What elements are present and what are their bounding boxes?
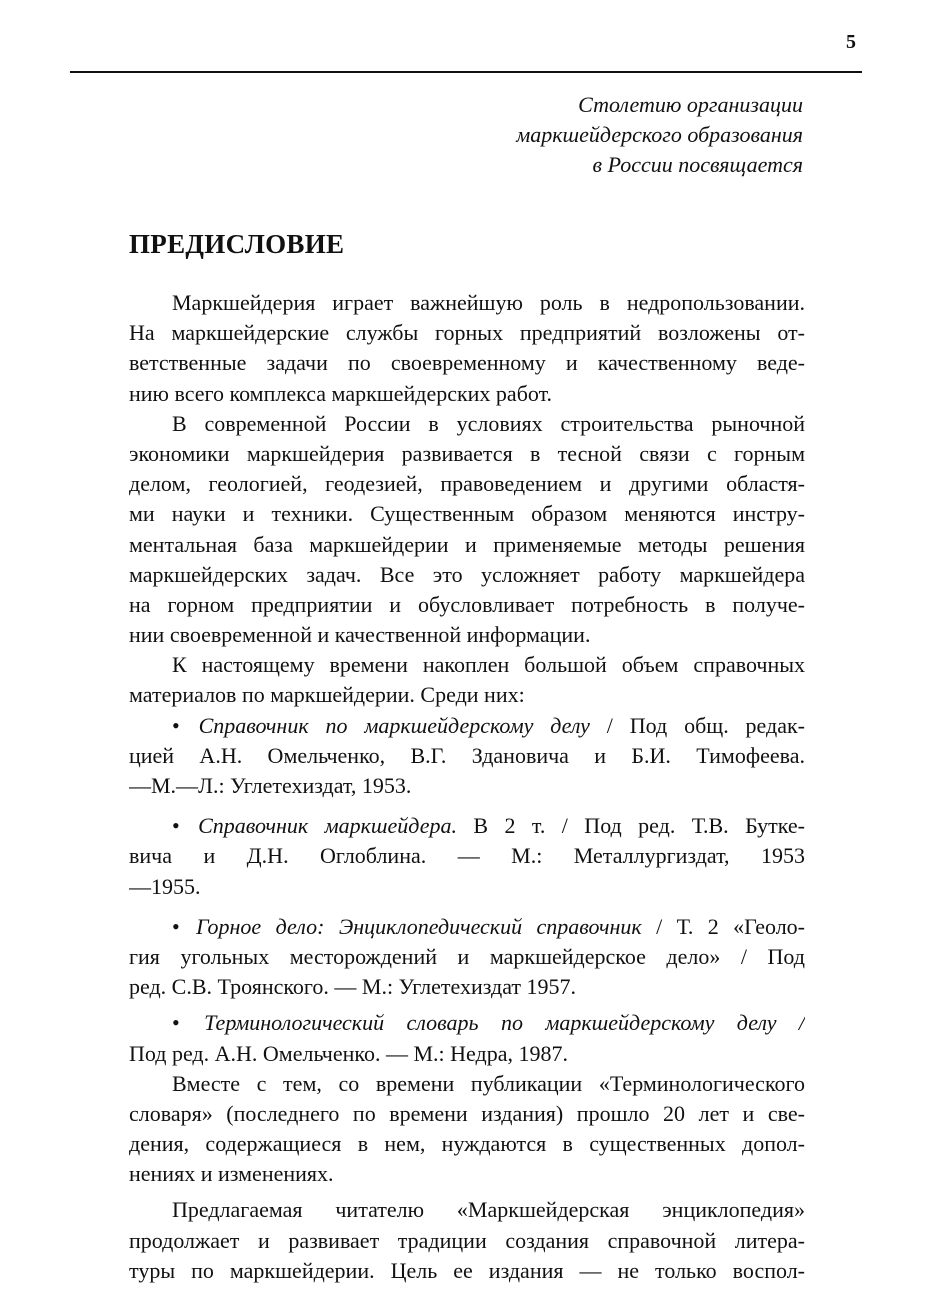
text-line: словаря» (последнего по времени издания) прошло 20 лет и све- xyxy=(129,1100,805,1126)
dedication-line: маркшейдерского образования xyxy=(516,122,803,147)
text-line: нии своевременной и качественной информации. xyxy=(129,622,591,648)
text-line: туры по маркшейдерии. Цель ее издания — не только воспол- xyxy=(129,1257,805,1283)
paragraph xyxy=(129,1195,805,1286)
bullet-icon: • xyxy=(172,712,180,738)
header-rule xyxy=(70,71,862,73)
reference-first-line xyxy=(129,912,805,942)
text-line: ред. С.В. Троянского. — М.: Углетехиздат 1957. xyxy=(129,974,577,1000)
text-line: —М.—Л.: Углетехиздат, 1953. xyxy=(129,773,412,798)
text-line: цией А.Н. Омельченко, В.Г. Здановича и Б.И. Тимофеева. xyxy=(129,742,805,768)
text-line: Под ред. А.Н. Омельченко. — М.: Недра, 1987. xyxy=(129,1040,568,1066)
reference-list xyxy=(129,711,805,1069)
paragraph xyxy=(129,650,805,710)
reference-text: / Т. 2 «Геоло- xyxy=(641,913,805,939)
text-line: К настоящему времени накоплен большой объем справочных xyxy=(172,652,805,678)
text-line: нениях и изменениях. xyxy=(129,1161,334,1187)
text-line: —1955. xyxy=(129,873,201,899)
reference-first-line xyxy=(129,1008,805,1038)
text-line: на горном предприятии и обусловливает потребность в получе- xyxy=(129,591,805,617)
reference-item xyxy=(129,711,805,802)
reference-first-line xyxy=(129,711,805,741)
dedication xyxy=(516,90,803,180)
text-line: Маркшейдерия играет важнейшую роль в недропользовании. xyxy=(172,290,805,315)
reference-title: Справочник по маркшейдерскому делу xyxy=(198,712,590,738)
body-text xyxy=(129,288,805,1286)
dedication-line: в России посвящается xyxy=(592,152,803,177)
reference-item xyxy=(129,1008,805,1068)
text-line: нию всего комплекса маркшейдерских работ. xyxy=(129,380,553,406)
reference-item xyxy=(129,811,805,902)
reference-title: Терминологический словарь по маркшейдерскому делу / xyxy=(204,1010,805,1036)
text-line: ми науки и техники. Существенным образом меняются инстру- xyxy=(129,501,805,527)
text-line: Вместе с тем, со времени публикации «Терминологического xyxy=(172,1070,805,1096)
reference-text: / Под общ. редак- xyxy=(589,712,805,738)
reference-first-line xyxy=(129,811,805,841)
bullet-icon: • xyxy=(172,1010,180,1036)
page-number: 5 xyxy=(846,31,856,53)
text-line: маркшейдерских задач. Все это усложняет работу маркшейдера xyxy=(129,561,805,587)
text-line: ветственные задачи по своевременному и качественному веде- xyxy=(129,350,805,376)
bullet-icon: • xyxy=(172,813,180,839)
reference-item xyxy=(129,912,805,1003)
paragraph xyxy=(129,409,805,651)
reference-title: Горное дело: Энциклопедический справочник xyxy=(196,913,642,939)
text-line: На маркшейдерские службы горных предприятий возложены от- xyxy=(129,320,805,346)
text-line: Предлагаемая читателю «Маркшейдерская энциклопедия» xyxy=(172,1197,805,1223)
text-line: В современной России в условиях строительства рыночной xyxy=(172,410,805,436)
reference-text: В 2 т. / Под ред. Т.В. Бутке- xyxy=(456,813,805,839)
dedication-line: Столетию организации xyxy=(578,92,803,117)
text-line: гия угольных месторождений и маркшейдерское дело» / Под xyxy=(129,943,805,969)
reference-title: Справочник маркшейдера. xyxy=(198,813,457,839)
paragraph xyxy=(129,1069,805,1190)
text-line: делом, геологией, геодезией, правоведением и другими областя- xyxy=(129,471,805,497)
text-line: ментальная база маркшейдерии и применяемые методы решения xyxy=(129,531,805,557)
section-heading: ПРЕДИСЛОВИЕ xyxy=(129,229,345,259)
text-line: дения, содержащиеся в нем, нуждаются в существенных допол- xyxy=(129,1131,805,1157)
text-line: продолжает и развивает традиции создания справочной литера- xyxy=(129,1227,805,1253)
text-line: вича и Д.Н. Оглоблина. — М.: Металлургиздат, 1953 xyxy=(129,843,805,869)
text-line: экономики маркшейдерия развивается в тесной связи с горным xyxy=(129,440,805,466)
text-line: материалов по маркшейдерии. Среди них: xyxy=(129,682,525,708)
bullet-icon: • xyxy=(172,913,180,939)
paragraph xyxy=(129,288,805,409)
